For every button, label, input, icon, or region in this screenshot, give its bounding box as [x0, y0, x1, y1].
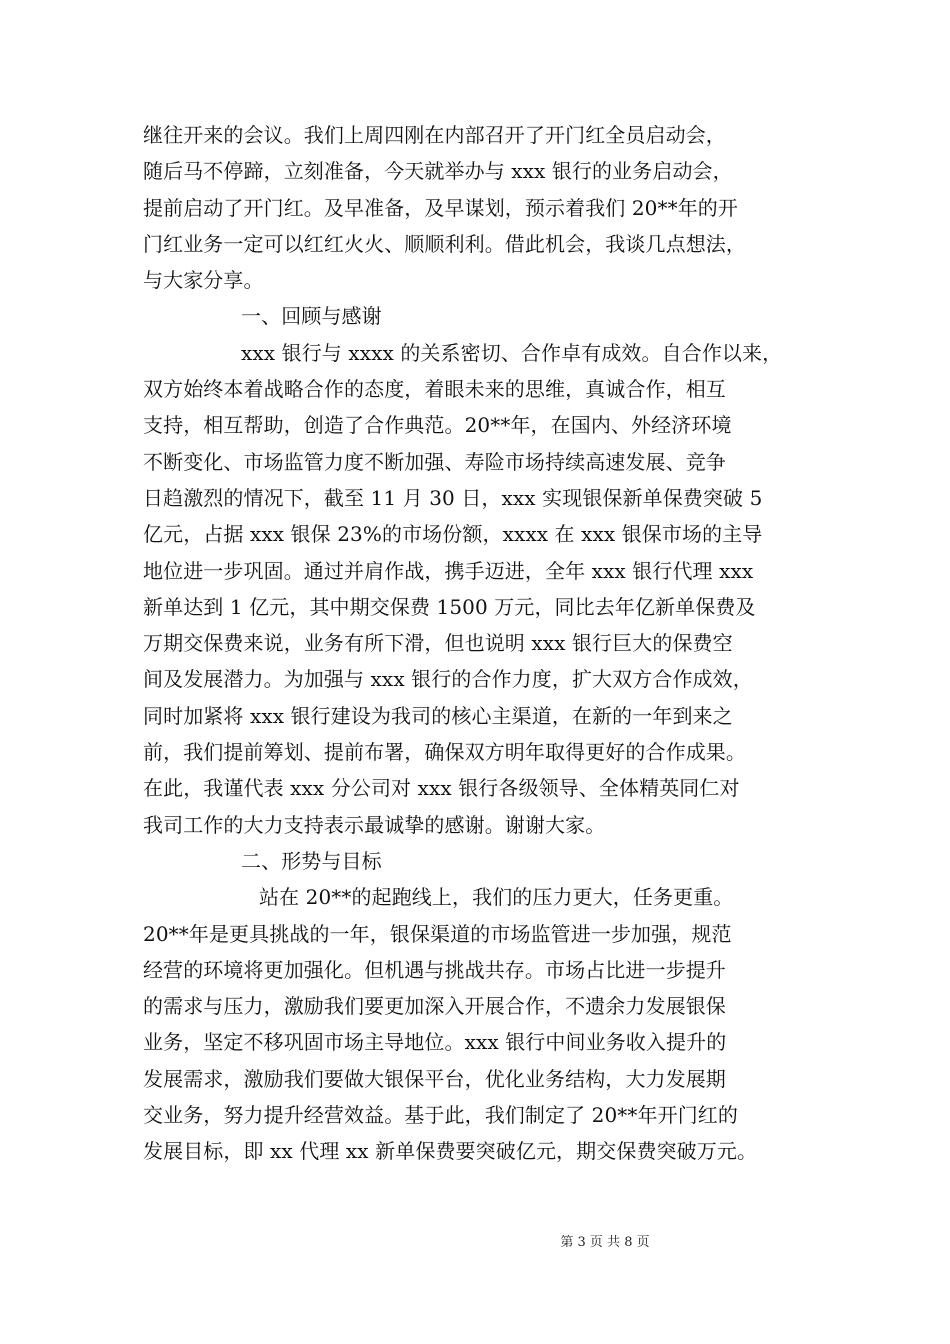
- paragraph-line: 随后马不停蹄，立刻准备，今天就举办与 xxx 银行的业务启动会，: [143, 159, 733, 184]
- paragraph-line: 同时加紧将 xxx 银行建设为我司的核心主渠道，在新的一年到来之: [143, 703, 733, 728]
- paragraph-line: 发展需求，激励我们要做大银保平台，优化业务结构，大力发展期: [143, 1066, 726, 1091]
- paragraph-line: 在此，我谨代表 xxx 分公司对 xxx 银行各级领导、全体精英同仁对: [143, 776, 740, 801]
- paragraph-line: 支持，相互帮助，创造了合作典范。20**年，在国内、外经济环境: [143, 413, 732, 438]
- paragraph-line: 日趋激烈的情况下，截至 11 月 30 日，xxx 实现银保新单保费突破 5: [143, 485, 763, 510]
- paragraph-line: 与大家分享。: [143, 268, 264, 293]
- paragraph-line: 我司工作的大力支持表示最诚挚的感谢。谢谢大家。: [143, 812, 606, 837]
- section-heading: 一、回顾与感谢: [241, 304, 382, 329]
- paragraph-line: 地位进一步巩固。通过并肩作战，携手迈进，全年 xxx 银行代理 xxx: [143, 558, 754, 583]
- paragraph-line: 不断变化、市场监管力度不断加强、寿险市场持续高速发展、竞争: [143, 449, 726, 474]
- page-footer: 第 3 页 共 8 页: [560, 1235, 650, 1250]
- paragraph-line: 经营的环境将更加强化。但机遇与挑战共存。市场占比进一步提升: [143, 957, 726, 982]
- section-heading: 二、形势与目标: [241, 848, 382, 873]
- paragraph-line: 提前启动了开门红。及早准备，及早谋划，预示着我们 20**年的开: [143, 195, 739, 220]
- paragraph-line: xxx 银行与 xxxx 的关系密切、合作卓有成效。自合作以来，: [241, 340, 783, 365]
- paragraph-line: 业务，坚定不移巩固市场主导地位。xxx 银行中间业务收入提升的: [143, 1030, 727, 1055]
- paragraph-line: 继往开来的会议。我们上周四刚在内部召开了开门红全员启动会，: [143, 123, 726, 147]
- paragraph-line: 间及发展潜力。为加强与 xxx 银行的合作力度，扩大双方合作成效，: [143, 667, 753, 692]
- paragraph-line: 站在 20**的起跑线上，我们的压力更大，任务更重。: [259, 885, 734, 910]
- paragraph-line: 20**年是更具挑战的一年，银保渠道的市场监管进一步加强，规范: [143, 921, 732, 946]
- paragraph-line: 双方始终本着战略合作的态度，着眼未来的思维，真诚合作，相互: [143, 377, 726, 402]
- paragraph-line: 新单达到 1 亿元，其中期交保费 1500 万元，同比去年亿新单保费及: [143, 594, 756, 619]
- paragraph-line: 交业务，努力提升经营效益。基于此，我们制定了 20**年开门红的: [143, 1103, 739, 1128]
- paragraph-line: 门红业务一定可以红红火火、顺顺利利。借此机会，我谈几点想法，: [143, 231, 746, 256]
- paragraph-line: 发展目标，即 xx 代理 xx 新单保费要突破亿元，期交保费突破万元。: [143, 1139, 758, 1164]
- document-body: [143, 117, 833, 1170]
- paragraph-line: 的需求与压力，激励我们要更加深入开展合作，不遗余力发展银保: [143, 994, 726, 1019]
- paragraph-line: 万期交保费来说，业务有所下滑，但也说明 xxx 银行巨大的保费空: [143, 631, 733, 656]
- paragraph-line: 前，我们提前筹划、提前布署，确保双方明年取得更好的合作成果。: [143, 740, 746, 765]
- paragraph-line: 亿元，占据 xxx 银保 23%的市场份额，xxxx 在 xxx 银保市场的主导: [143, 522, 763, 547]
